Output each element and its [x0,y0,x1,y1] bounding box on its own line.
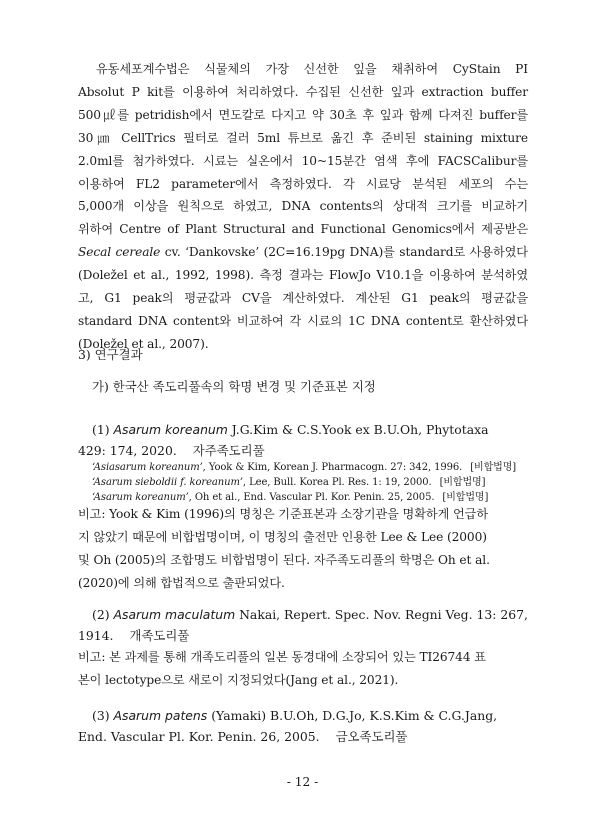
synonym-name: ‘Asarum koreanum’ [92,492,189,503]
text-line: 이용하여 FL2 parameter에서 측정하였다. 각 시료당 분석된 세포의 수는 [78,176,528,191]
text-line: 500㎕를 petridish에서 면도칼로 다지고 약 30초 후 잎과 함께 다져진 buffer를 [78,107,528,122]
species-note-1 [78,503,528,595]
species-name: Asarum maculatum [113,607,236,622]
synonym-tag: [비합법명] [470,462,517,473]
species-number: (1) [92,422,110,437]
species-authority: J.G.Kim & C.S.Yook ex B.U.Oh, Phytotaxa [227,422,489,437]
species-number: (2) [92,607,110,622]
synonym-name: ‘Asarum sieboldii f. koreanum’ [92,477,243,488]
text-line: 5,000개 이상을 원칙으로 하였고, DNA contents의 상대적 크기를 비교하기 [78,199,528,214]
species-authority: (Yamaki) B.U.Oh, D.G.Jo, K.S.Kim & C.G.Jang, [207,708,498,723]
korean-name: 금오족도리풀 [335,729,408,744]
text-fragment: cv. ‘Dankovske’ (2C=16.19pg DNA)를 standard로 사용하였다 [160,245,528,260]
species-title-line [78,604,528,625]
species-citation-line [78,726,528,747]
text-line: (Doležel et al., 1992, 1998). 측정 결과는 FlowJo V10.1을 이용하여 분석하였 [78,268,528,283]
species-note-2 [78,646,528,692]
species-title-line [78,419,528,440]
text-line: 비고: Yook & Kim (1996)의 명칭은 기준표본과 소장기관을 명확하게 언급하 [78,507,489,521]
korean-name: 자주족도리풀 [192,443,265,458]
synonym-tag: [비합법명] [442,492,489,503]
text-line: 유동세포계수법은 식물체의 가장 신선한 잎을 채취하여 CyStain PI [96,62,528,76]
methods-paragraph [78,58,528,356]
text-line: 30㎛ CellTrics 필터로 걸러 5ml 튜브로 옮긴 후 준비된 staining mixture [78,130,528,145]
text-line: 본이 lectotype으로 새로이 지정되었다(Jang et al., 2021). [78,672,399,687]
species-citation: 429: 174, 2020. [78,443,177,458]
text-line: standard DNA content와 비교하여 각 시료의 1C DNA content로 환산하였다 [78,313,528,328]
synonym-list [92,460,532,505]
synonym-item [92,475,532,490]
text-line: 위하여 Centre of Plant Structural and Functional Genomics에서 제공받은 [78,222,528,237]
section-heading: 3) 연구결과 [78,347,143,362]
species-citation: 1914. [78,628,114,643]
species-authority: Nakai, Repert. Spec. Nov. Regni Veg. 13: 267, [235,607,528,622]
synonym-ref: , Lee, Bull. Korea Pl. Res. 1: 19, 2000. [242,477,432,488]
synonym-ref: , Oh et al., End. Vascular Pl. Kor. Penin. 25, 2005. [188,492,435,503]
species-entry-3 [78,705,528,747]
text-line: (Doležel et al., 2007). [78,336,209,351]
text-line: 2.0ml를 첨가하였다. 시료는 실온에서 10~15분간 염색 후에 FACSCalibur를 [78,153,528,168]
synonym-item [92,460,532,475]
species-entry-2 [78,604,528,646]
species-name: Asarum koreanum [113,422,228,437]
synonym-tag: [비합법명] [439,477,486,488]
synonym-ref: , Yook & Kim, Korean J. Pharmacogn. 27: 342, 1996. [202,462,463,473]
text-line: 및 Oh (2005)의 조합명도 비합법명이 된다. 자주족도리풀의 학명은 Oh et al. [78,552,490,567]
text-line: 지 않았기 때문에 비합법명이며, 이 명칭의 출전만 인용한 Lee & Lee (2000) [78,529,487,544]
species-citation: End. Vascular Pl. Kor. Penin. 26, 2005. [78,729,320,744]
species-entry-1 [78,419,528,461]
synonym-name: ‘Asiasarum koreanum’ [92,462,203,473]
species-name: Asarum patens [113,708,208,723]
species-citation-line [78,625,528,646]
text-line: 고, G1 peak의 평균값과 CV을 계산하였다. 계산된 G1 peak의 평균값을 [78,291,528,306]
text-line: 비고: 본 과제를 통해 개족도리풀의 일본 동경대에 소장되어 있는 TI26744 표 [78,650,486,664]
species-italic: Secal cereale [78,245,161,260]
page-number: - 12 - [286,775,319,789]
text-line: (2020)에 의해 합법적으로 출판되었다. [78,575,285,590]
subsection-heading: 가) 한국산 족도리풀속의 학명 변경 및 기준표본 지정 [92,379,376,394]
species-citation-line [78,440,528,461]
text-line [78,241,528,264]
korean-name: 개족도리풀 [129,628,190,643]
species-number: (3) [92,708,110,723]
text-line: Absolut P kit를 이용하여 처리하였다. 수집된 신선한 잎과 extraction buffer [78,84,528,99]
species-title-line [78,705,528,726]
